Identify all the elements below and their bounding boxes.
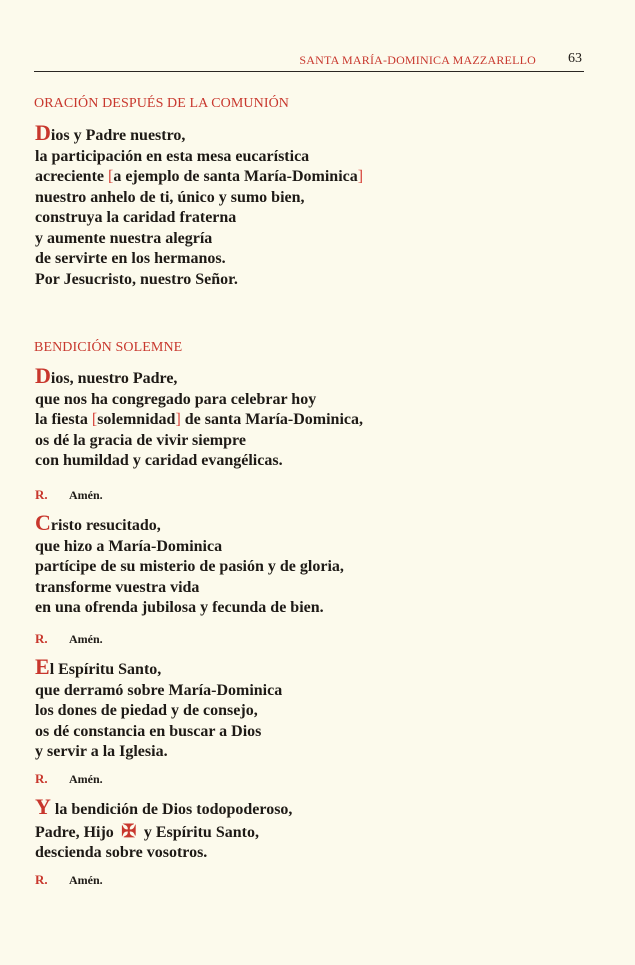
response-amen: R. Amén. — [35, 771, 103, 786]
prayer-line: y aumente nuestra alegría — [35, 229, 213, 247]
header-rule — [34, 71, 584, 72]
response-amen: R. Amén. — [35, 872, 103, 887]
prayer-line: partícipe de su misterio de pasión y de gloria, — [35, 558, 344, 575]
prayer-line: de servirte en los hermanos. — [35, 250, 226, 267]
prayer-line: Y la bendición de Dios todopoderoso, — [35, 794, 293, 819]
blessing-stanza-4 — [35, 794, 293, 864]
drop-initial: C — [35, 510, 51, 535]
prayer-line: que nos ha congregado para celebrar hoy — [35, 390, 317, 408]
blessing-stanza-1 — [35, 363, 363, 472]
bracket-open: [ — [108, 168, 114, 185]
prayer-line: Dios, nuestro Padre, — [35, 363, 178, 388]
running-head — [34, 50, 584, 70]
running-title: SANTA MARÍA-DOMINICA MAZZARELLO — [299, 53, 536, 67]
prayer-line: Dios y Padre nuestro, — [35, 120, 186, 145]
blessing-heading: BENDICIÓN SOLEMNE — [34, 340, 183, 355]
prayer-line: que hizo a María-Dominica — [35, 537, 223, 555]
response-amen: R. Amén. — [35, 631, 103, 646]
bracket-close: ] — [175, 411, 181, 428]
response-mark: R. — [35, 771, 48, 786]
drop-initial: E — [35, 654, 50, 679]
post-communion-heading: ORACIÓN DESPUÉS DE LA COMUNIÓN — [34, 96, 290, 111]
prayer-line: la participación en esta mesa eucarística — [35, 147, 310, 165]
prayer-line: nuestro anhelo de ti, único y sumo bien, — [35, 188, 305, 206]
response-mark: R. — [35, 487, 48, 502]
bracket-open: [ — [91, 411, 98, 428]
drop-initial: D — [35, 120, 51, 145]
prayer-line: la fiesta [solemnidad] de santa María-Dominica, — [35, 411, 363, 428]
prayer-line: Por Jesucristo, nuestro Señor. — [35, 270, 238, 288]
cross-icon: ✠ — [121, 820, 137, 841]
prayer-line: os dé constancia en buscar a Dios — [35, 722, 262, 740]
prayer-line: en una ofrenda jubilosa y fecunda de bien. — [35, 599, 324, 616]
prayer-line: transforme vuestra vida — [35, 578, 200, 596]
response-mark: R. — [35, 631, 48, 646]
response-amen: R. Amén. — [35, 487, 103, 502]
prayer-line: El Espíritu Santo, — [35, 654, 162, 679]
prayer-line: os dé la gracia de vivir siempre — [35, 431, 246, 449]
prayer-line: construya la caridad fraterna — [35, 209, 237, 226]
prayer-line: con humildad y caridad evangélicas. — [35, 452, 283, 469]
post-communion-prayer — [35, 120, 364, 290]
prayer-line: Cristo resucitado, — [35, 510, 161, 535]
drop-initial: Y — [35, 794, 51, 819]
page-number: 63 — [568, 51, 582, 66]
prayer-line: y servir a la Iglesia. — [35, 743, 168, 760]
prayer-line: Padre, Hijo ✠ y Espíritu Santo, — [35, 820, 259, 841]
drop-initial: D — [35, 363, 51, 388]
response-mark: R. — [35, 872, 48, 887]
prayer-line: descienda sobre vosotros. — [35, 844, 208, 861]
prayer-line: los dones de piedad y de consejo, — [35, 702, 258, 719]
prayer-line: que derramó sobre María-Dominica — [35, 681, 283, 699]
blessing-stanza-3 — [35, 654, 283, 763]
prayer-line: acreciente [a ejemplo de santa María-Dominica] — [35, 168, 364, 185]
blessing-stanza-2 — [35, 510, 344, 619]
bracket-close: ] — [357, 168, 364, 185]
